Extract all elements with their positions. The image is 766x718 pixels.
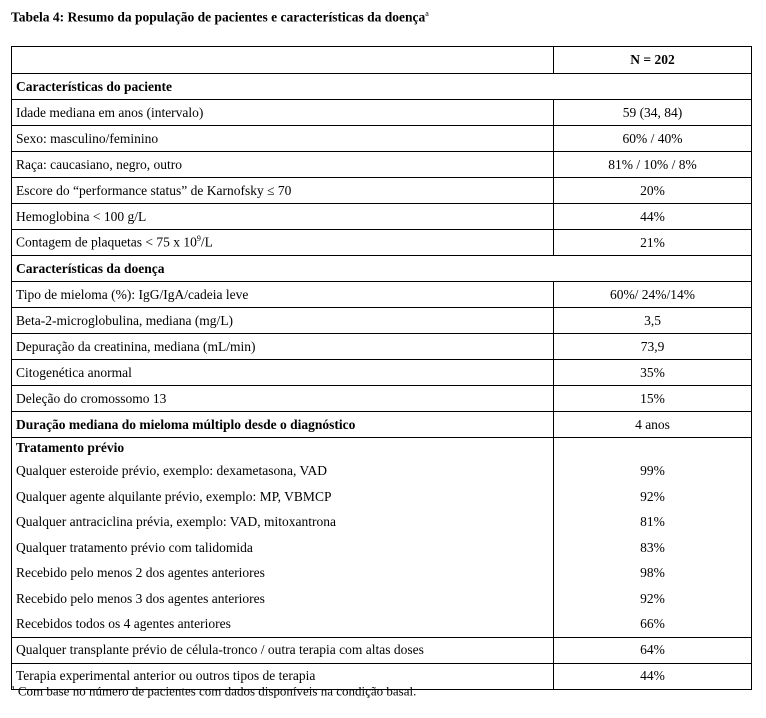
- row-label: Depuração da creatinina, mediana (mL/min): [12, 334, 554, 360]
- row-label: Citogenética anormal: [12, 360, 554, 386]
- table-row: [12, 334, 752, 360]
- row-label-text: Contagem de plaquetas < 75 x 10: [16, 234, 197, 250]
- table-row: [12, 308, 752, 334]
- section-row-disease: [12, 256, 752, 282]
- row-label: Recebidos todos os 4 agentes anteriores: [16, 616, 231, 631]
- row-label: Terapia experimental anterior ou outros tipos de terapia: [12, 663, 554, 689]
- footnote-marker: a: [425, 9, 429, 18]
- row-value: 35%: [554, 360, 752, 386]
- row-label: Recebido pelo menos 3 dos agentes anteriores: [16, 590, 265, 606]
- row-value: 99%: [640, 463, 665, 478]
- row-value: 4 anos: [554, 412, 752, 438]
- row-label: Idade mediana em anos (intervalo): [12, 100, 554, 126]
- row-value: 81%: [640, 514, 665, 529]
- duration-row: [12, 412, 752, 438]
- row-value: 3,5: [554, 308, 752, 334]
- row-value: 92%: [640, 590, 665, 606]
- section-title-prior-treatment: Tratamento prévio: [16, 440, 125, 455]
- table-row: [12, 204, 752, 230]
- header-n-cell: N = 202: [554, 47, 752, 74]
- table-row: [12, 178, 752, 204]
- table-row: [12, 637, 752, 663]
- header-row: [12, 47, 752, 74]
- prior-treatment-values: [554, 438, 752, 638]
- row-label: Qualquer agente alquilante prévio, exemplo: MP, VBMCP: [16, 488, 332, 504]
- row-value: 44%: [554, 663, 752, 689]
- row-label: Duração mediana do mieloma múltiplo desde o diagnóstico: [12, 412, 554, 438]
- row-value: 60%/ 24%/14%: [554, 282, 752, 308]
- prior-treatment-labels: [12, 438, 554, 638]
- table-row: [12, 386, 752, 412]
- row-label: Qualquer esteroide prévio, exemplo: dexametasona, VAD: [16, 463, 328, 478]
- row-label: Beta-2-microglobulina, mediana (mg/L): [12, 308, 554, 334]
- table-row: [12, 282, 752, 308]
- row-label: Deleção do cromossomo 13: [12, 386, 554, 412]
- row-value: 66%: [640, 616, 665, 631]
- exponent: 9: [196, 234, 201, 244]
- row-value: 64%: [554, 637, 752, 663]
- section-title-patient: Características do paciente: [12, 74, 752, 100]
- table-title-text: Tabela 4: Resumo da população de pacientes e características da doença: [11, 9, 426, 25]
- row-label: Tipo de mieloma (%): IgG/IgA/cadeia leve: [12, 282, 554, 308]
- row-value: 15%: [554, 386, 752, 412]
- footnote-marker: a: [11, 683, 15, 692]
- summary-table: [11, 46, 752, 690]
- row-value: 21%: [554, 230, 752, 256]
- table-row: [12, 230, 752, 256]
- footnote-text: Com base no número de pacientes com dados disponíveis na condição basal.: [14, 683, 417, 699]
- row-label: Qualquer tratamento prévio com talidomida: [16, 539, 253, 555]
- table-row: [12, 126, 752, 152]
- row-label-unit: /L: [200, 234, 213, 250]
- row-value: 92%: [640, 488, 665, 504]
- row-label: Sexo: masculino/feminino: [12, 126, 554, 152]
- footnote: [11, 683, 416, 699]
- table-row: [12, 152, 752, 178]
- row-value: 59 (34, 84): [554, 100, 752, 126]
- header-label-cell: [12, 47, 554, 74]
- table-row: [12, 100, 752, 126]
- row-value: 60% / 40%: [554, 126, 752, 152]
- row-label: Raça: caucasiano, negro, outro: [12, 152, 554, 178]
- row-label: [12, 230, 554, 256]
- row-label: Qualquer transplante prévio de célula-tronco / outra terapia com altas doses: [12, 637, 554, 663]
- row-value: 73,9: [554, 334, 752, 360]
- row-label: Hemoglobina < 100 g/L: [12, 204, 554, 230]
- row-value: 44%: [554, 204, 752, 230]
- row-value: 98%: [640, 565, 665, 580]
- row-label: Escore do “performance status” de Karnofsky ≤ 70: [12, 178, 554, 204]
- row-value: 81% / 10% / 8%: [554, 152, 752, 178]
- row-value: 20%: [554, 178, 752, 204]
- table-row: [12, 360, 752, 386]
- section-title-disease: Características da doença: [12, 256, 752, 282]
- table-title: [11, 9, 429, 26]
- row-value: 83%: [640, 539, 665, 555]
- section-row-patient: [12, 74, 752, 100]
- prior-treatment-block: [12, 438, 752, 638]
- row-label: Recebido pelo menos 2 dos agentes anteriores: [16, 565, 265, 580]
- row-label: Qualquer antraciclina prévia, exemplo: VAD, mitoxantrona: [16, 514, 337, 529]
